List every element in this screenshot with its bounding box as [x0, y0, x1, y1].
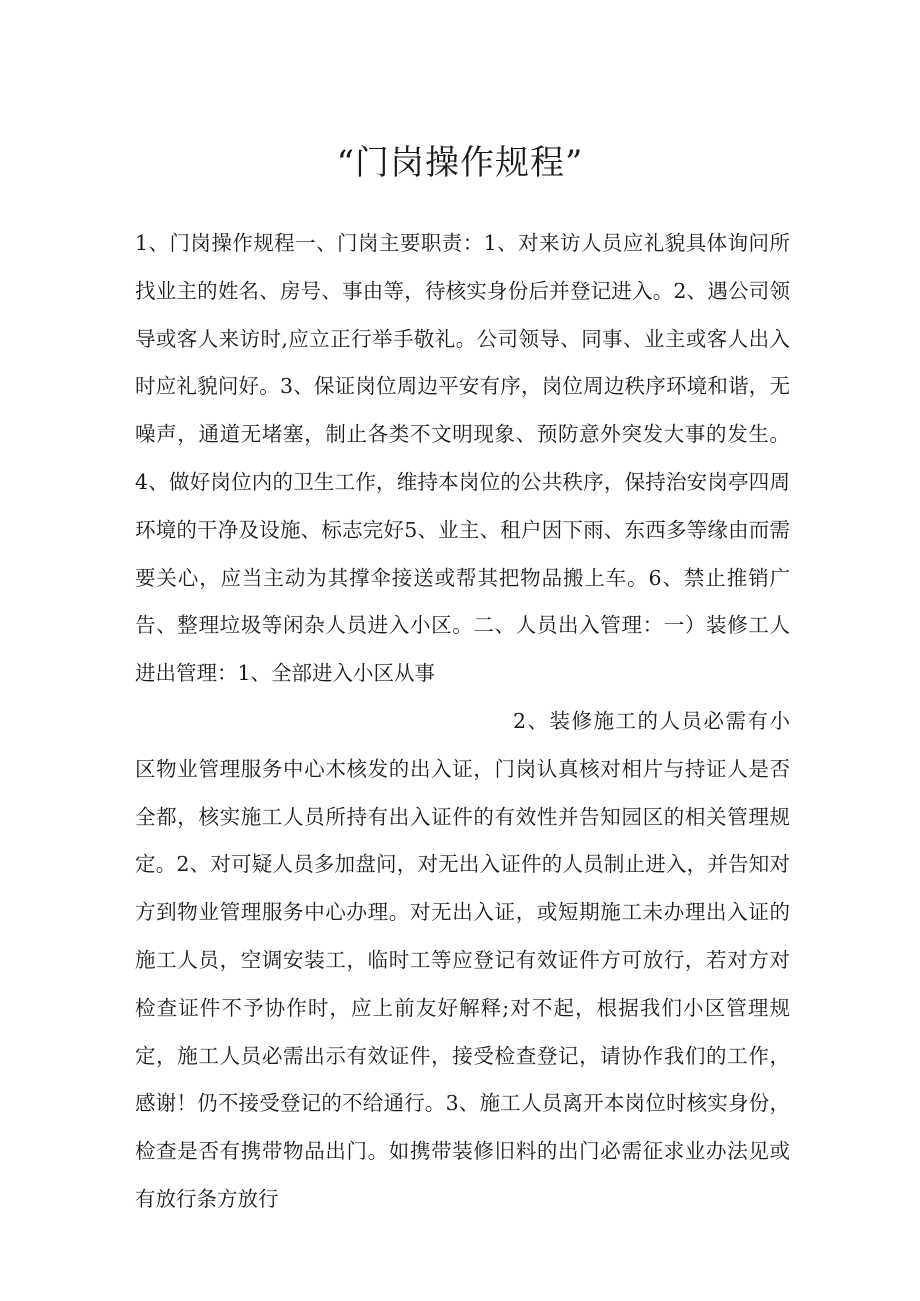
document-title: “门岗操作规程”: [336, 143, 584, 183]
body-paragraph: 2、装修施工的人员必需有小区物业管理服务中心木核发的出入证，门岗认真核对相片与持证人是否全都，核实施工人员所持有出入证件的有效性并告知园区的相关管理规定。2、对可疑人员多加盘问，对无出入证件的人员制止进入，并告知对方到物业管理服务中心办理。对无出入证，或短期施工未办理出入证的施工人员，空调安装工，临时工等应登记有效证件方可放行，若对方对检查证件不予协作时，应上前友好解释;对不起，根据我们小区管理规定，施工人员必需出示有效证件，接受检查登记，请协作我们的工作，感谢！仍不接受登记的不给通行。3、施工人员离开本岗位时核实身份，检查是否有携带物品出门。如携带装修旧料的出门必需征求业办法见或有放行条方放行: [135, 709, 790, 1211]
body-paragraph: 1、门岗操作规程一、门岗主要职责：1、对来访人员应礼貌具体询问所找业主的姓名、房号、事由等，待核实身份后并登记进入。2、遇公司领导或客人来访时,应立正行举手敬礼。公司领导、同事、业主或客人出入时应礼貌问好。3、保证岗位周边平安有序，岗位周边秩序环境和谐，无噪声，通道无堵塞，制止各类不文明现象、预防意外突发大事的发生。4、做好岗位内的卫生工作，维持本岗位的公共秩序，保持治安岗亭四周环境的干净及设施、标志完好5、业主、租户因下雨、东西多等缘由而需要关心，应当主动为其撑伞接送或帮其把物品搬上车。6、禁止推销广告、整理垃圾等闲杂人员进入小区。二、人员出入管理：一）装修工人进出管理：1、全部进入小区从事: [135, 231, 790, 686]
